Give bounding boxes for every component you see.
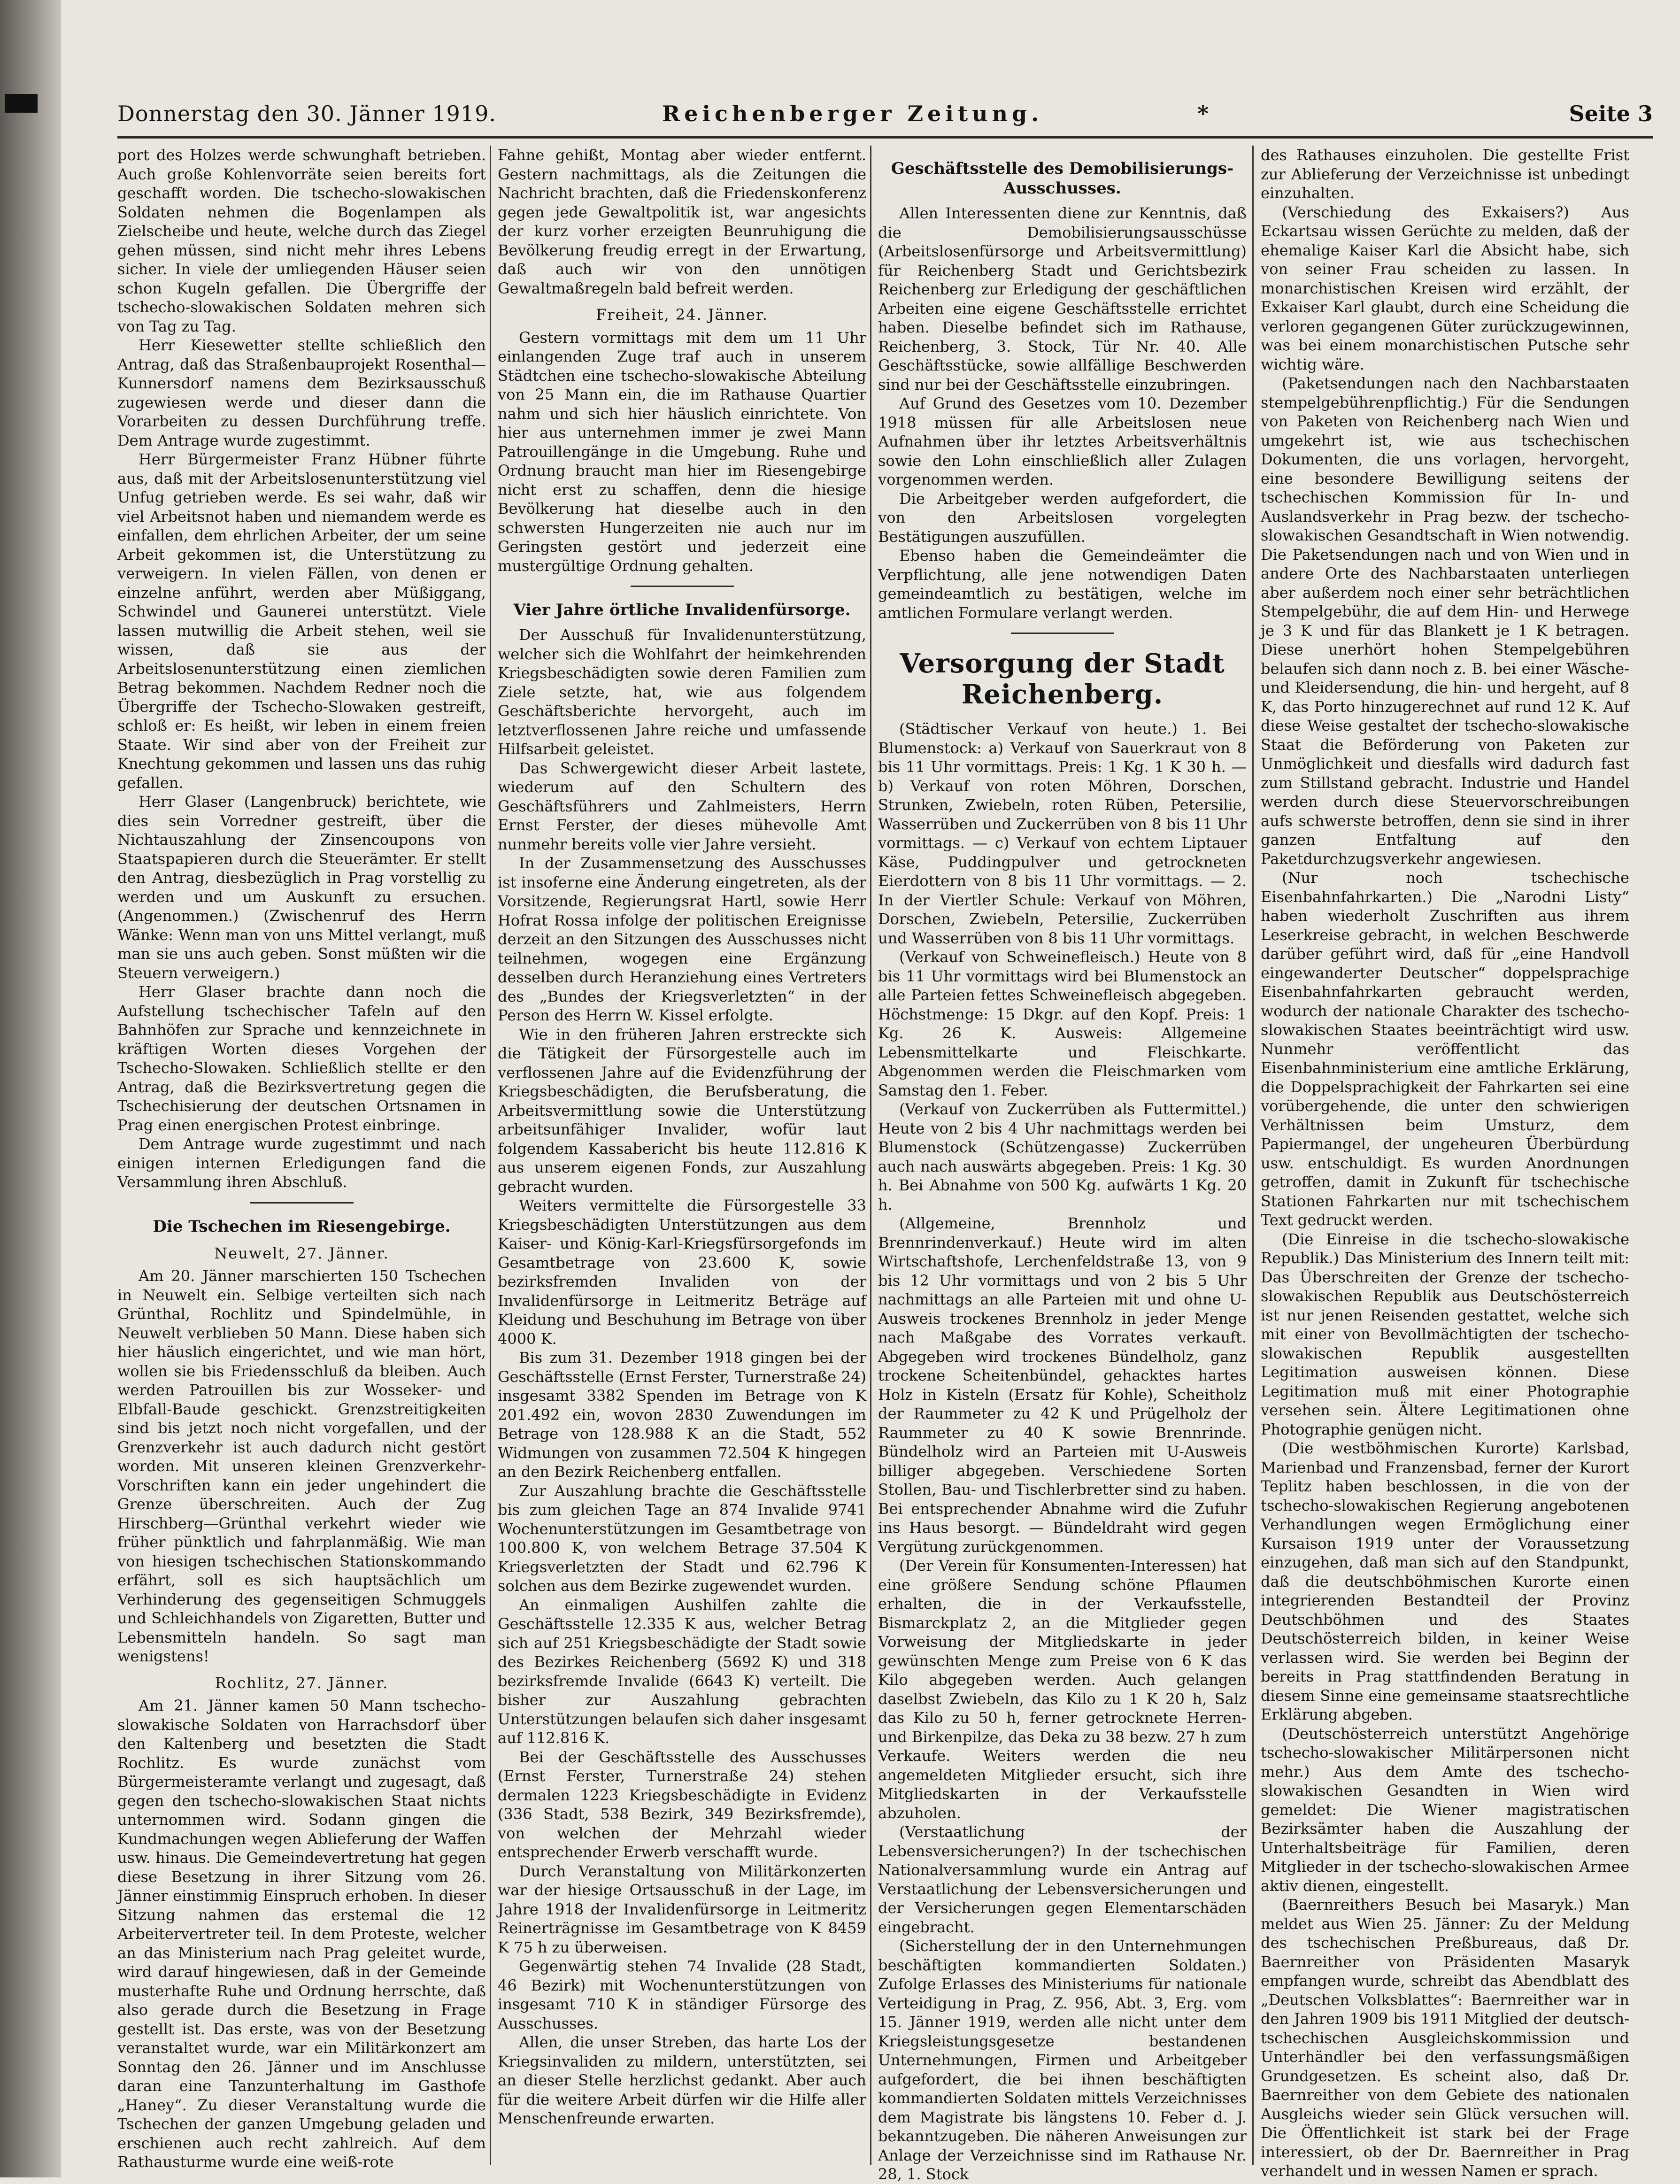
article-paragraph: Allen, die unser Streben, das harte Los der Kriegsinvaliden zu mildern, unterstützten, sei an dieser Stelle herzlichst gedankt. Aber auch für die weitere Arbeit dürfen wir die Hilfe aller Menschenfreunde erwarten. (498, 2033, 866, 2127)
article-heading: Vier Jahre örtliche Invalidenfürsorge. (513, 601, 851, 619)
article-paragraph: (Verkauf von Schweinefleisch.) Heute von 8 bis 11 Uhr vormittags wird bei Blumenstock an alle Parteien fettes Schweinefleisch abgegeben. Höchstmenge: 15 Dkgr. auf den Kopf. Preis: 1 Kg. 26 K. Ausweis: Allgemeine Lebensmittelkarte und Fleischkarte. Abgenommen werden die Fleischmarken vom Samstag den 1. Feber. (878, 948, 1247, 1099)
article-paragraph: Das Schwergewicht dieser Arbeit lastete, wiederum auf den Schultern des Geschäftsführers und Zahlmeisters, Herrn Ernst Ferster, der dieses mühevolle Amt nunmehr bereits volle vier Jahre versieht. (498, 759, 866, 853)
article-paragraph: Dem Antrage wurde zugestimmt und nach einigen internen Erledigungen fand die Versammlung ihren Abschluß. (117, 1135, 486, 1191)
header-rule (117, 136, 1653, 139)
article-paragraph: (Baernreithers Besuch bei Masaryk.) Man meldet aus Wien 25. Jänner: Zu der Meldung des tschechischen Preßbureaus, daß Dr. Baernreither von Präsidenten Masaryk empfangen wurde, schreibt das Abendblatt des „Deutschen Volksblattes“: Baernreither war in den Jahren 1909 bis 1911 Mitglied der deutsch-tschechischen Ausgleichskommission und Unterhändler bei den verfassungsmäßigen Grundgesetzen. Es scheint also, daß Dr. Baernreither von dem Gebiete des nationalen Ausgleichs wieder sein Glück versuchen will. Die Öffentlichkeit ist stark bei der Frage interessiert, ob der Dr. Baernreither in Prag verhandelt und in wessen Namen er sprach. (1261, 1896, 1629, 2180)
article-paragraph: (Städtischer Verkauf von heute.) 1. Bei Blumenstock: a) Verkauf von Sauerkraut von 8 bis 11 Uhr vormittags. Preis: 1 Kg. 1 K 30 h. — b) Verkauf von roten Möhren, Dorschen, Strunken, Zwiebeln, roten Rüben, Petersilie, Wasserrüben und Zuckerrüben von 8 bis 11 Uhr vormittags. — c) Verkauf von echtem Liptauer Käse, Puddingpulver und getrockneten Eierdottern von 8 bis 11 Uhr vormittags. — 2. In der Viertler Schule: Verkauf von Möhren, Dorschen, Zwiebeln, Petersilie, Zuckerrüben und Wasserrüben von 8 bis 11 Uhr vormittags. (878, 720, 1247, 947)
article-paragraph: (Paketsendungen nach den Nachbarstaaten stempelgebührenpflichtig.) Für die Sendungen von Paketen von Reichenberg nach Wien und umgekehrt ist, wie aus tschechischen Dokumenten, die uns vorlagen, hervorgeht, eine besondere Bewilligung seitens der tschechischen Kommission für In- und Auslandsverkehr in Prag bezw. der tschecho-slowakischen Gesandtschaft in Wien notwendig. Die Paketsendungen nach und von Wien und in andere Orte des Nachbarstaaten unterliegen aber außerdem noch einer sehr beträchtlichen Stempelgebühr, die auf dem Hin- und Herwege je 3 K und für das Blankett je 1 K betragen. Diese unerhört hohen Stempelgebühren belaufen sich dann noch z. B. bei einer Wäsche- und Kleidersendung, die hin- und hergeht, auf 8 K, das Porto hinzugerechnet auf rund 12 K. Auf diese Weise gestaltet der tschecho-slowakische Staat die Beförderung von Paketen zur Unmöglichkeit und diesfalls wird dadurch fast zum Stillstand gebracht. Industrie und Handel werden durch diese Steuervorschreibungen aufs schwerste betroffen, denn sie sind in ihrer ganzen Entfaltung auf den Paketdurchzugsverkehr angewiesen. (1261, 374, 1629, 868)
article-paragraph: (Verschiedung des Exkaisers?) Aus Eckartsau wissen Gerüchte zu melden, daß der ehemalige Kaiser Karl die Absicht habe, sich von seiner Frau scheiden zu lassen. In monarchistischen Kreisen wird erzählt, der Exkaiser Karl glaubt, durch eine Scheidung die verloren gegangenen Güter zurückzugewinnen, was bei einem monarchistischen Putsche sehr wichtig wäre. (1261, 203, 1629, 373)
article-paragraph: Der Ausschuß für Invalidenunterstützung, welcher sich die Wohlfahrt der heimkehrenden Kriegsbeschädigten sowie deren Familien zum Ziele setzte, hat, wie aus folgendem Geschäftsberichte hervorgeht, auch im letztverflossenen Jahre reiche und umfassende Hilfsarbeit geleistet. (498, 626, 866, 758)
article-paragraph: Fahne gehißt, Montag aber wieder entfernt. Gestern nachmittags, als die Zeitungen die Nachricht brachten, daß die Friedenskonferenz gegen jede Gewaltpolitik ist, war angesichts der kurz vorher erzeigten Beunruhigung die Bevölkerung freudig erregt in der Erwartung, daß auch wir von den unnötigen Gewaltmaßregeln bald befreit werden. (498, 146, 866, 297)
article-heading: Geschäftsstelle des Demobilisierungs-Ausschusses. (891, 159, 1234, 198)
column-3 (878, 146, 1247, 2183)
article-paragraph: (Sicherstellung der in den Unternehmungen beschäftigten kommandierten Soldaten.) Zufolge Erlasses des Ministeriums für nationale Verteidigung in Prag, Z. 956, Abt. 3, Erg. vom 15. Jänner 1919, werden alle nicht unter dem Kriegsleistungsgesetze bestandenen Unternehmungen, Firmen und Arbeitgeber aufgefordert, die bei ihnen beschäftigten kommandierten Soldaten mittels Verzeichnisses dem Magistrate bis längstens 10. Feber d. J. bekanntzugeben. Die näheren Anweisungen zur Anlage der Verzeichnisse sind im Rathause Nr. 28, 1. Stock (878, 1937, 1247, 2183)
page-binding-edge (0, 0, 61, 2177)
article-paragraph: Herr Kiesewetter stellte schließlich den Antrag, daß das Straßenbauprojekt Rosenthal—Kunnersdorf namens dem Bezirksausschuß zugewiesen werde und dieser dann die Vorarbeiten zu dessen Durchführung treffe. Dem Antrage wurde zugestimmt. (117, 336, 486, 449)
registration-mark (5, 94, 38, 113)
header-star: * (1197, 101, 1209, 126)
article-paragraph: des Rathauses einzuholen. Die gestellte Frist zur Ablieferung der Verzeichnisse ist unbedingt einzuhalten. (1261, 146, 1629, 202)
article-paragraph: Herr Glaser brachte dann noch die Aufstellung tschechischer Tafeln auf den Bahnhöfen zur Sprache und kennzeichnete in kräftigen Worten dieses Vorgehen der Tschecho-Slowaken. Schließlich stellte er den Antrag, daß die Bezirksvertretung gegen die Tschechisierung der deutschen Ortsnamen in Prag einen energischen Protest einbringe. (117, 983, 486, 1134)
column-4 (1261, 146, 1629, 2180)
article-paragraph: Wie in den früheren Jahren erstreckte sich die Tätigkeit der Fürsorgestelle auch im verflossenen Jahre auf die Evidenzführung der Kriegsbeschädigten, die Berufsberatung, die Arbeitsvermittlung sowie die Unterstützung arbeitsunfähiger Invalider, wofür laut folgendem Kassabericht bis heute 112.816 K aus unserem eigenen Fonds, zur Auszahlung gebracht wurden. (498, 1025, 866, 1196)
column-rule (490, 146, 491, 2165)
article-paragraph: Auf Grund des Gesetzes vom 10. Dezember 1918 müssen für alle Arbeitslosen neue Aufnahmen über ihr letztes Arbeitsverhältnis sowie den Lohn einschließlich aller Zulagen vorgenommen werden. (878, 394, 1247, 488)
column-rule (870, 146, 871, 2165)
article-paragraph: Die Arbeitgeber werden aufgefordert, die von den Arbeitslosen vorgelegten Bestätigungen auszufüllen. (878, 489, 1247, 546)
article-paragraph: In der Zusammensetzung des Ausschusses ist insoferne eine Änderung eingetreten, als der Vorsitzende, Regierungsrat Hartl, sowie Herr Hofrat Rossa infolge der politischen Ereignisse derzeit an den Sitzungen des Ausschusses nicht teilnehmen, wogegen eine Ergänzung desselben durch Heranziehung eines Vertreters des „Bundes der Kriegsverletzten“ in der Person des Herrn W. Kissel erfolgte. (498, 854, 866, 1024)
section-separator (250, 1202, 354, 1204)
column-2 (498, 146, 866, 2165)
article-paragraph: Herr Glaser (Langenbruck) berichtete, wie dies sein Vorredner gestreift, über die Nichtauszahlung der Zinsencoupons von Staatspapieren durch die Steuerämter. Er stellt den Antrag, diesbezüglich in Prag vorstellig zu werden und um Auskunft zu ersuchen. (Angenommen.) (Zwischenruf des Herrn Wänke: Wenn man von uns Mittel verlangt, muß man sie uns auch geben. Sonst müßten wir die Steuern verweigern.) (117, 793, 486, 982)
page-header (117, 101, 1653, 139)
article-paragraph: (Die Einreise in die tschecho-slowakische Republik.) Das Ministerium des Innern teilt mit: Das Überschreiten der Grenze der tschecho-slowakischen Republik aus Deutschösterreich ist nur jenen Reisenden gestattet, welche sich mit einer von Bevollmächtigten der tschecho-slowakischen Republik ausgestellten Legitimation ausweisen können. Diese Legitimation muß mit einer Photographie versehen sein. Ältere Legitimationen ohne Photographie genügen nicht. (1261, 1230, 1629, 1438)
article-paragraph: An einmaligen Aushilfen zahlte die Geschäftsstelle 12.335 K aus, welcher Betrag sich auf 251 Kriegsbeschädigte der Stadt sowie des Bezirkes Reichenberg (5692 K) und 318 bezirksfremde Invalide (6643 K) verteilt. Die bisher zur Auszahlung gebrachten Unterstützungen belaufen sich daher insgesamt auf 112.816 K. (498, 1596, 866, 1747)
dateline: Neuwelt, 27. Jänner. (214, 1244, 389, 1262)
article-paragraph: Ebenso haben die Gemeindeämter die Verpflichtung, alle jene notwendigen Daten gemeindeamtlich zu bestätigen, welche im amtlichen Formulare verlangt werden. (878, 547, 1247, 622)
article-paragraph: Am 20. Jänner marschierten 150 Tschechen in Neuwelt ein. Selbige verteilten sich nach Grünthal, Rochlitz und Spindelmühle, in Neuwelt verblieben 50 Mann. Diese haben sich hier häuslich eingerichtet, und wie man hört, wollen sie bis Friedensschluß da bleiben. Auch werden Patrouillen bis zur Wosseker- und Elbfall-Baude geschickt. Grenzstreitigkeiten sind bis jetzt noch nicht vorgefallen, und der Grenzverkehr ist auch dadurch nicht gestört worden. Mit unseren kleinen Grenzverkehr-Vorschriften kann ein jeder ungehindert die Grenze überschreiten. Auch der Zug Hirschberg—Grünthal verkehrt wieder wie früher pünktlich und fahrplanmäßig. Wie man von hiesigen tschechischen Stationskommando erfährt, soll es sich hauptsächlich um Verhinderung des gegenseitigen Schmuggels und Schleichhandels von Zigaretten, Butter und Lebensmitteln handeln. So sagt man wenigstens! (117, 1267, 486, 1665)
article-paragraph: Weiters vermittelte die Fürsorgestelle 33 Kriegsbeschädigten Unterstützungen aus dem Kaiser- und König-Karl-Kriegsfürsorgefonds im Gesamtbetrage von 23.600 K, sowie bezirksfremden Invaliden von der Invalidenfürsorge in Leitmeritz Beträge auf Kleidung und Beschuhung im Betrage von über 4000 K. (498, 1196, 866, 1348)
article-paragraph: (Nur noch tschechische Eisenbahnfahrkarten.) Die „Narodni Listy“ haben wiederholt Zuschriften aus ihrem Leserkreise gebracht, in welchen Beschwerde darüber geführt wird, daß für „eine Handvoll eingewanderter Deutscher“ doppelsprachige Eisenbahnfahrkarten gebraucht werden, wodurch der nationale Charakter des tschecho-slowakischen Staates beeinträchtigt wird usw. Nunmehr veröffentlicht das Eisenbahnministerium eine amtliche Erklärung, die Doppelsprachigkeit der Fahrkarten sei eine vorübergehende, die unter den schwierigen Verhältnissen beim Umsturz, dem Papiermangel, der ungeheuren Überbürdung usw. entschuldigt. Es wurden Anordnungen getroffen, damit in Zukunft für tschechische Stationen Fahrkarten nur mit tschechischem Text gedruckt werden. (1261, 869, 1629, 1229)
article-paragraph: (Verstaatlichung der Lebensversicherungen?) In der tschechischen Nationalversammlung wurde ein Antrag auf Verstaatlichung der Lebensversicherungen und der Versicherungen gegen Elementarschäden eingebracht. (878, 1823, 1247, 1936)
column-rule (1252, 146, 1254, 2165)
dateline: Rochlitz, 27. Jänner. (215, 1674, 389, 1692)
article-paragraph: (Verkauf von Zuckerrüben als Futtermittel.) Heute von 2 bis 4 Uhr nachmittags werden bei Blumenstock (Schützengasse) Zuckerrüben auch nach auswärts abgegeben. Preis: 1 Kg. 30 h. Bei Abnahme von 500 Kg. aufwärts 1 Kg. 20 h. (878, 1100, 1247, 1213)
article-paragraph: Zur Auszahlung brachte die Geschäftsstelle bis zum gleichen Tage an 874 Invalide 9741 Wochenunterstützungen im Gesamtbetrage von 100.800 K, von welchem Betrage 37.504 K Kriegsverletzten der Stadt und 62.796 K solchen aus dem Bezirke zugewendet wurden. (498, 1482, 866, 1595)
section-separator (1011, 633, 1114, 634)
article-paragraph: Am 21. Jänner kamen 50 Mann tschecho-slowakische Soldaten von Harrachsdorf über den Kaltenberg und besetzten die Stadt Rochlitz. Es wurde zunächst vom Bürgermeisteramte verlangt und zugesagt, daß gegen den tschecho-slowakischen Staat nichts unternommen wird. Sodann gingen die Kundmachungen wegen Ablieferung der Waffen usw. hinaus. Die Gemeindevertretung hat gegen diese Besetzung in ihrer Sitzung vom 26. Jänner einstimmig Einspruch erhoben. In dieser Sitzung nahmen das erstemal die 12 Arbeitervertreter teil. In dem Proteste, welcher an das Ministerium nach Prag geleitet wurde, wird darauf hingewiesen, daß in der Gemeinde musterhafte Ruhe und Ordnung herrschte, daß also gerade durch die Besetzung in Frage gestellt ist. Das erste, was von der Besetzung veranstaltet wurde, war ein Militärkonzert am Sonntag den 26. Jänner und im Anschlusse daran eine Tanzunterhaltung im Gasthofe „Haney“. Zu dieser Veranstaltung wurde die Tschechen der ganzen Umgebung geladen und erschienen auch recht zahlreich. Auf dem Rathausturme wurde eine weiß-rote (117, 1697, 486, 2171)
article-paragraph: Herr Bürgermeister Franz Hübner führte aus, daß mit der Arbeitslosenunterstützung viel Unfug getrieben werde. Es sei wahr, daß wir viel Arbeitsnot haben und niemandem werde es einfallen, dem ehrlichen Arbeiter, der um seine Arbeit gekommen ist, die Unterstützung zu verweigern. In vielen Fällen, von denen er einzelne anführt, werden aber Müßiggang, Schwindel und Gaunerei unterstützt. Viele lassen mutwillig die Arbeit stehen, weil sie wissen, daß sie aus der Arbeitslosenunterstützung einen ziemlichen Betrag bekommen. Nachdem Redner noch die Übergriffe der Tschecho-Slowaken gestreift, schloß er: Es heißt, wir leben in einem freien Staate. Wir sind aber von der Freiheit zur Knechtung gekommen und lassen uns das ruhig gefallen. (117, 450, 486, 792)
column-1 (117, 146, 486, 2171)
article-paragraph: Allen Interessenten diene zur Kenntnis, daß die Demobilisierungsausschüsse (Arbeitslosenfürsorge und Arbeitsvermittlung) für Reichenberg Stadt und Gerichtsbezirk Reichenberg zur Erledigung der geschäftlichen Arbeiten eine eigene Geschäftsstelle errichtet haben. Dieselbe befindet sich im Rathause, Reichenberg, 3. Stock, Tür Nr. 40. Alle Geschäftsstücke, sowie allfällige Beschwerden sind nur bei der Geschäftsstelle einzubringen. (878, 204, 1247, 394)
header-page-number: Seite 3 (1569, 101, 1653, 126)
section-separator (631, 586, 734, 587)
article-heading: Die Tschechen im Riesengebirge. (153, 1217, 451, 1236)
section-headline: Versorgung der Stadt Reichenberg. (900, 648, 1225, 710)
article-paragraph: (Deutschösterreich unterstützt Angehörige tschecho-slowakischer Militärpersonen nicht mehr.) Aus dem Amte des tschecho-slowakischen Gesandten in Wien wird gemeldet: Die Wiener magistratischen Bezirksämter haben die Auszahlung der Unterhaltsbeiträge für Familien, deren Mitglieder in der tschecho-slowakischen Armee aktiv dienen, eingestellt. (1261, 1724, 1629, 1895)
article-paragraph: Bei der Geschäftsstelle des Ausschusses (Ernst Ferster, Turnerstraße 24) stehen dermalen 1223 Kriegsbeschädigte in Evidenz (336 Stadt, 538 Bezirk, 349 Bezirksfremde), von welchen der Mehrzahl wieder entsprechender Erwerb verschafft wurde. (498, 1748, 866, 1861)
header-newspaper-title: Reichenberger Zeitung. (662, 101, 1043, 126)
article-paragraph: Durch Veranstaltung von Militärkonzerten war der hiesige Ortsausschuß in der Lage, im Jahre 1918 der Invalidenfürsorge in Leitmeritz Reinerträgnisse im Gesamtbetrage von K 8459 K 75 h zu überweisen. (498, 1862, 866, 1956)
article-paragraph: (Die westböhmischen Kurorte) Karlsbad, Marienbad und Franzensbad, ferner der Kurort Teplitz haben beschlossen, in die von der tschecho-slowakischen Regierung angebotenen Verhandlungen wegen Ermöglichung einer Kursaison 1919 unter der Voraussetzung einzugehen, daß man sich auf den Standpunkt, daß die deutschböhmischen Kurorte einen integrierenden Bestandteil der Provinz Deutschböhmen und des Staates Deutschösterreich bilden, in keiner Weise verlassen wird. Sie werden bei Beginn der bereits in Prag stattfindenden Beratung in diesem Sinne eine gemeinsame staatsrechtliche Erklärung abgeben. (1261, 1439, 1629, 1723)
article-paragraph: (Der Verein für Konsumenten-Interessen) hat eine größere Sendung schöne Pflaumen erhalten, die in der Verkaufsstelle, Bismarckplatz 2, an die Mitglieder gegen Vorweisung der Mitgliedskarte in jeder gewünschten Menge zum Preise von 6 K das Kilo abgegeben werden. Auch gelangen daselbst Zwiebeln, das Kilo zu 1 K 20 h, Salz das Kilo zu 50 h, ferner getrocknete Herren- und Birkenpilze, das Deka zu 38 bezw. 27 h zum Verkaufe. Weiters werden die neu angemeldeten Mitglieder ersucht, sich ihre Mitgliedskarten in der Verkaufsstelle abzuholen. (878, 1557, 1247, 1822)
dateline: Freiheit, 24. Jänner. (596, 306, 768, 324)
article-paragraph: port des Holzes werde schwunghaft betrieben. Auch große Kohlenvorräte seien bereits fort geschafft worden. Die tschecho-slowakischen Soldaten nehmen die Bogenlampen als Zielscheibe und heute, welche durch das Ziegel gehen müssen, sind nicht mehr ihres Lebens sicher. In viele der umliegenden Häuser seien schon Kugeln gefallen. Die Übergriffe der tschecho-slowakischen Soldaten mehren sich von Tag zu Tag. (117, 146, 486, 335)
article-paragraph: Bis zum 31. Dezember 1918 gingen bei der Geschäftsstelle (Ernst Ferster, Turnerstraße 24) insgesamt 3382 Spenden im Betrage von K 201.492 ein, wovon 2830 Zuwendungen im Betrage von 128.988 K an die Stadt, 552 Widmungen von zusammen 72.504 K hingegen an den Bezirk Reichenberg entfallen. (498, 1349, 866, 1481)
article-paragraph: (Allgemeine, Brennholz und Brennrindenverkauf.) Heute wird im alten Wirtschaftshofe, Lerchenfeldstraße 13, von 9 bis 12 Uhr vormittags und von 2 bis 5 Uhr nachmittags an alle Parteien mit und ohne U-Ausweis trockenes Brennholz in jeder Menge nach Maßgabe des Vorrates verkauft. Abgegeben wird trockenes Bündelholz, ganz trockene Scheitenbündel, gehacktes hartes Holz in Kisteln (Ersatz für Kohle), Scheitholz der Raummeter zu 42 K und Prügelholz der Raummeter zu 40 K sowie Brennrinde. Bündelholz wird an Parteien mit U-Ausweis billiger abgegeben. Verschiedene Sorten Stollen, Bau- und Tischlerbretter sind zu haben. Bei entsprechender Abnahme wird die Zufuhr ins Haus besorgt. — Bündeldraht wird gegen Vergütung zurückgenommen. (878, 1214, 1247, 1556)
header-date: Donnerstag den 30. Jänner 1919. (117, 101, 496, 126)
article-paragraph: Gestern vormittags mit dem um 11 Uhr einlangenden Zuge traf auch in unserem Städtchen eine tschecho-slowakische Abteilung von 25 Mann ein, die im Rathause Quartier nahm und sich hier häuslich einrichtete. Von hier aus unternehmen immer je zwei Mann Patrouillengänge in die Umgebung. Ruhe und Ordnung braucht man hier im Riesengebirge nicht erst zu schaffen, denn die hiesige Bevölkerung hat dieselbe auch in den schwersten Hungerzeiten nie auch nur im Geringsten gestört und jederzeit eine mustergültige Ordnung gehalten. (498, 328, 866, 575)
article-paragraph: Gegenwärtig stehen 74 Invalide (28 Stadt, 46 Bezirk) mit Wochenunterstützungen von insgesamt 710 K in ständiger Fürsorge des Ausschusses. (498, 1957, 866, 2032)
